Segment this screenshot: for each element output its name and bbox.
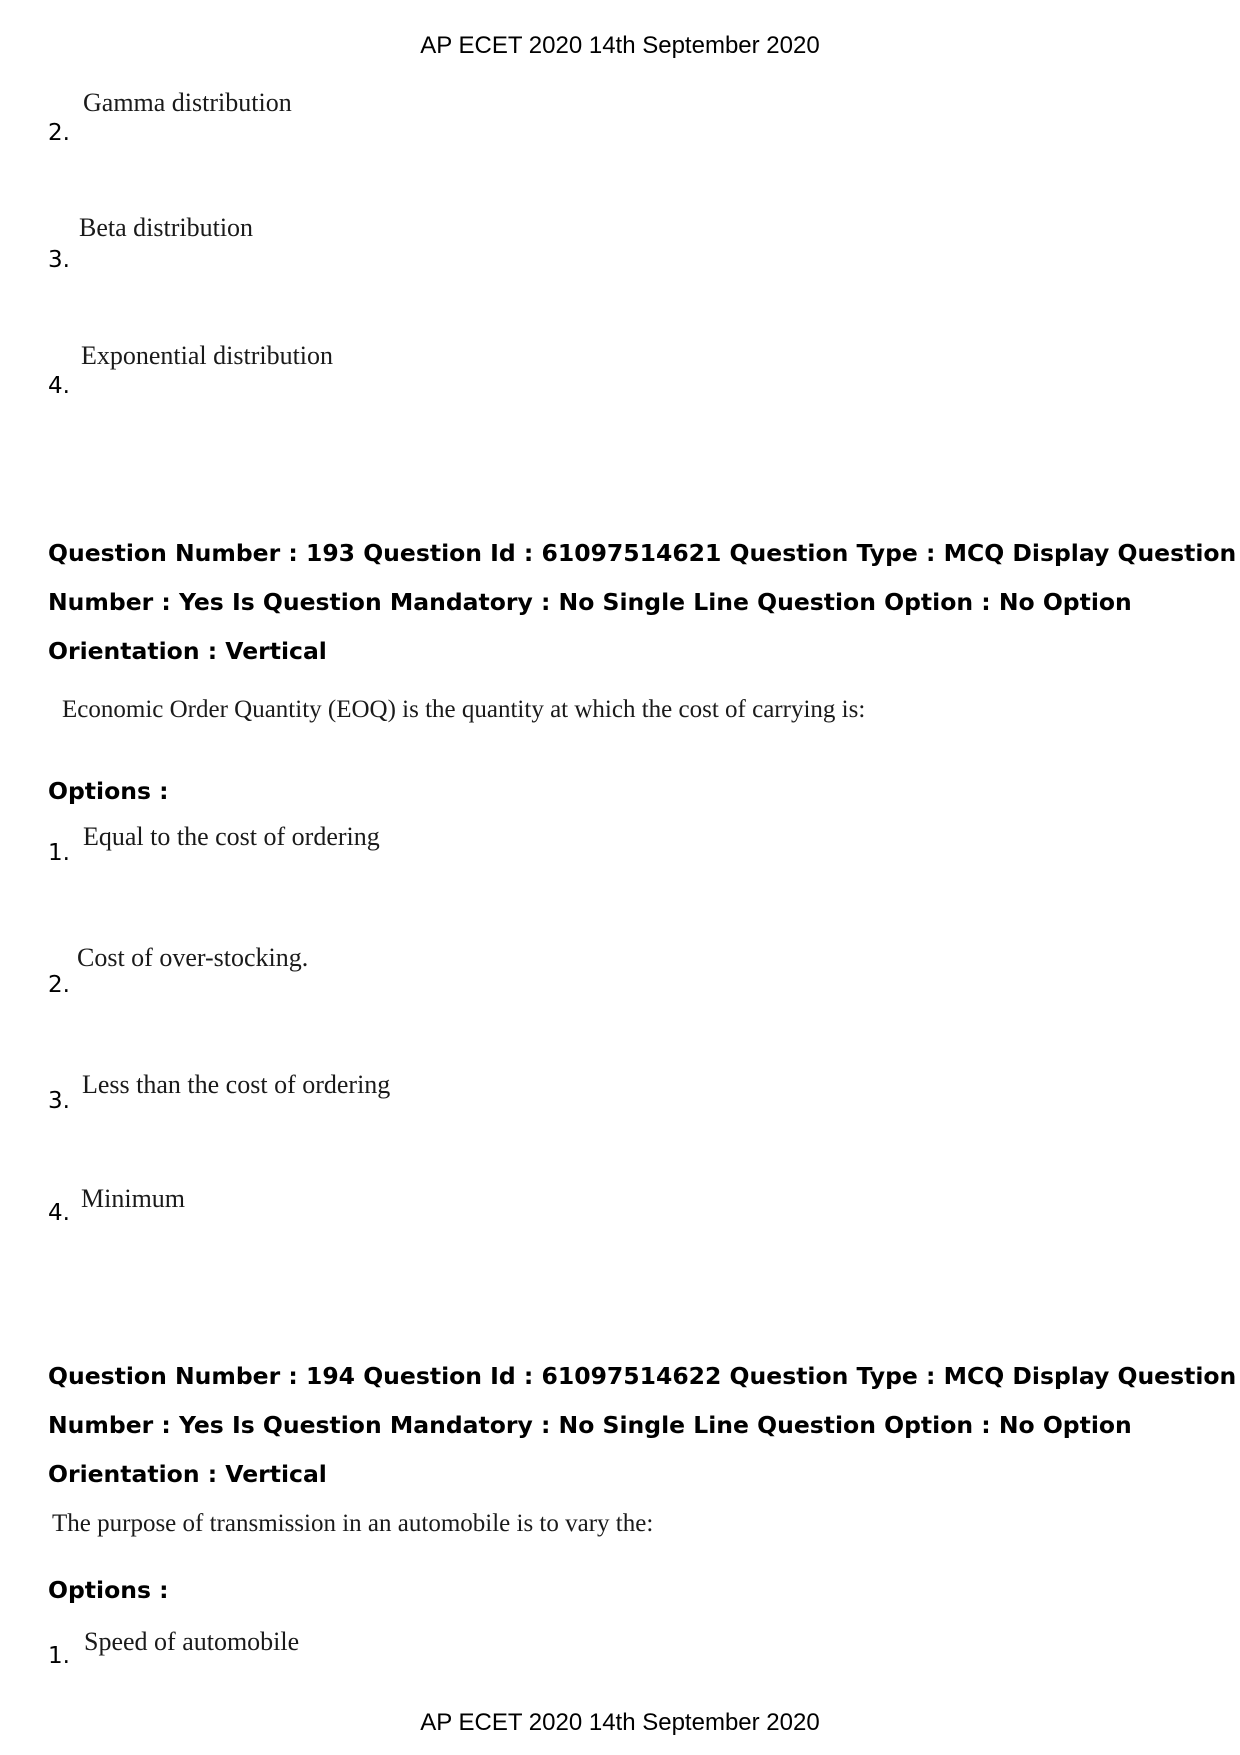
question-text: Economic Order Quantity (EOQ) is the quantity at which the cost of carrying is: (62, 696, 866, 723)
options-label: Options : (48, 1576, 169, 1604)
question-meta-line: Question Number : 194 Question Id : 61097514622 Question Type : MCQ Display Question (48, 1362, 1237, 1390)
question-meta-line: Orientation : Vertical (48, 637, 327, 665)
option-number: 2. (48, 972, 70, 998)
option-text: Gamma distribution (83, 88, 292, 117)
option-number: 2. (48, 120, 70, 146)
option-text: Less than the cost of ordering (82, 1070, 391, 1099)
option-text: Speed of automobile (84, 1627, 300, 1656)
question-meta-line: Orientation : Vertical (48, 1460, 327, 1488)
option-number: 3. (48, 1088, 70, 1114)
option-text: Cost of over-stocking. (77, 943, 309, 972)
option-number: 4. (48, 1200, 70, 1226)
option-text: Exponential distribution (81, 341, 334, 370)
question-text: The purpose of transmission in an automobile is to vary the: (52, 1510, 654, 1537)
page-footer: AP ECET 2020 14th September 2020 (420, 1709, 820, 1736)
question-meta-line: Question Number : 193 Question Id : 61097514621 Question Type : MCQ Display Question (48, 539, 1237, 567)
question-meta-line: Number : Yes Is Question Mandatory : No Single Line Question Option : No Option (48, 1411, 1132, 1439)
option-number: 1. (48, 840, 70, 866)
option-text: Beta distribution (79, 213, 254, 242)
option-text: Equal to the cost of ordering (83, 822, 380, 851)
option-number: 4. (48, 373, 70, 399)
options-label: Options : (48, 777, 169, 805)
option-number: 3. (48, 247, 70, 273)
option-text: Minimum (81, 1184, 186, 1213)
question-meta-line: Number : Yes Is Question Mandatory : No Single Line Question Option : No Option (48, 588, 1132, 616)
option-number: 1. (48, 1643, 70, 1669)
page-header: AP ECET 2020 14th September 2020 (420, 32, 820, 59)
